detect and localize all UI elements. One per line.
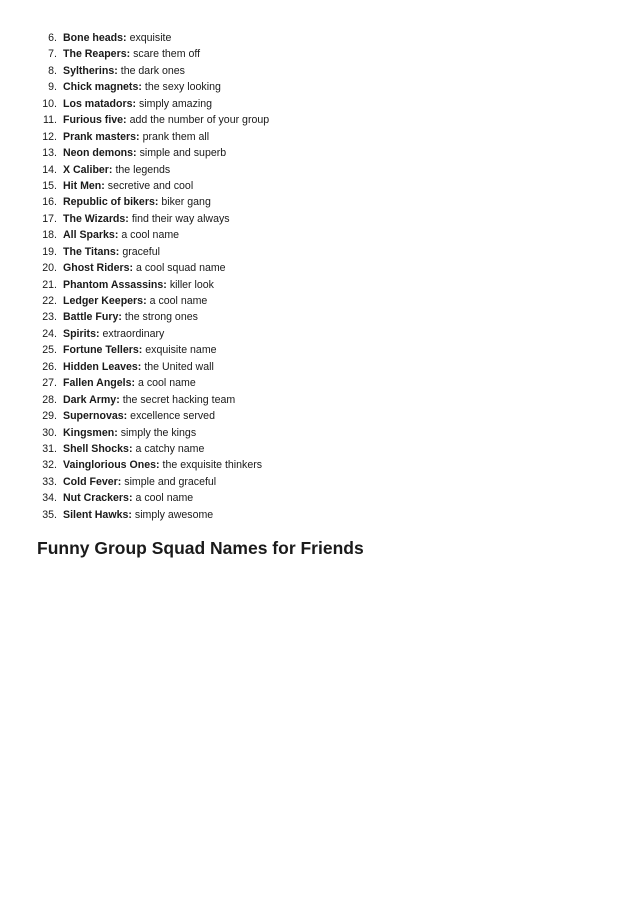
list-item-number: 25. <box>42 344 57 357</box>
list-item-number: 13. <box>42 147 57 160</box>
squad-description: exquisite <box>129 32 172 44</box>
list-item <box>0 129 269 145</box>
list-item <box>0 277 269 293</box>
squad-name: Kingsmen: <box>63 426 118 439</box>
list-item-number: 35. <box>42 508 57 521</box>
squad-name: Hidden Leaves: <box>63 360 142 373</box>
squad-description: the legends <box>115 163 171 176</box>
squad-name: Furious five: <box>63 114 127 127</box>
list-item <box>0 507 269 523</box>
squad-name: Shell Shocks: <box>63 442 133 455</box>
squad-name: Fortune Tellers: <box>63 344 143 357</box>
squad-description: the secret hacking team <box>122 393 236 406</box>
squad-description: extraordinary <box>102 327 165 340</box>
list-item-number: 30. <box>42 426 57 439</box>
squad-description: add the number of your group <box>129 114 270 127</box>
squad-description: prank them all <box>142 130 210 143</box>
squad-description: exquisite name <box>145 344 217 357</box>
squad-name: Syltherins: <box>63 64 118 77</box>
squad-description: excellence served <box>130 410 215 423</box>
squad-description: a cool name <box>138 377 196 390</box>
squad-description: the dark ones <box>120 64 185 77</box>
squad-description: a catchy name <box>135 442 205 455</box>
list-item <box>0 79 269 95</box>
squad-description: the United wall <box>144 360 214 373</box>
squad-name: Republic of bikers: <box>63 196 159 209</box>
list-item-number: 21. <box>42 278 57 291</box>
list-item <box>0 359 269 375</box>
squad-name: Battle Fury: <box>63 311 122 324</box>
list-item-number: 14. <box>42 163 57 176</box>
list-item-number: 26. <box>42 360 57 373</box>
squad-description: a cool name <box>135 492 194 505</box>
squad-description: simple and superb <box>139 147 227 160</box>
squad-name: Phantom Assassins: <box>63 278 167 291</box>
squad-name: Dark Army: <box>63 393 120 406</box>
squad-name: Prank masters: <box>63 130 140 143</box>
squad-description: the sexy looking <box>144 81 221 94</box>
squad-name: Nut Crackers: <box>63 492 133 505</box>
list-item-number: 16. <box>42 196 57 209</box>
list-item-number: 10. <box>42 97 57 110</box>
squad-description: simply amazing <box>139 97 213 110</box>
list-item <box>0 342 269 358</box>
list-item <box>0 46 269 62</box>
list-item-number: 8. <box>48 64 57 77</box>
squad-name: X Caliber: <box>63 163 113 176</box>
list-item <box>0 474 269 490</box>
squad-name: Chick magnets: <box>63 81 142 94</box>
squad-name: Los matadors: <box>63 97 136 110</box>
section-heading: Funny Group Squad Names for Friends <box>37 538 364 558</box>
squad-description: a cool name <box>121 229 180 242</box>
list-item-number: 24. <box>42 327 57 340</box>
list-item <box>0 260 269 276</box>
squad-name: Bone heads: <box>63 32 127 44</box>
list-item-number: 17. <box>42 212 57 225</box>
list-item <box>0 112 269 128</box>
list-item <box>0 425 269 441</box>
squad-description: simply awesome <box>134 508 214 521</box>
squad-description: a cool name <box>149 295 208 307</box>
list-item <box>0 244 269 260</box>
list-item <box>0 457 269 473</box>
squad-name: Vainglorious Ones: <box>63 459 160 472</box>
list-item <box>0 63 269 79</box>
list-item-number: 9. <box>48 81 57 94</box>
list-item <box>0 162 269 178</box>
squad-name: Hit Men: <box>63 179 105 192</box>
list-item <box>0 408 269 424</box>
list-item-number: 7. <box>48 48 57 61</box>
squad-name: The Titans: <box>63 245 120 258</box>
list-item-number: 11. <box>43 114 57 127</box>
list-item <box>0 293 269 309</box>
squad-description: simply the kings <box>120 426 197 439</box>
squad-description: secretive and cool <box>107 179 194 192</box>
list-item-number: 22. <box>42 295 57 307</box>
squad-name: The Reapers: <box>63 48 131 61</box>
list-item <box>0 392 269 408</box>
list-item-number: 31. <box>42 442 57 455</box>
squad-name: Silent Hawks: <box>63 508 132 521</box>
list-item <box>0 211 269 227</box>
list-item-number: 33. <box>42 475 57 488</box>
squad-description: the exquisite thinkers <box>162 459 263 472</box>
squad-name: Ledger Keepers: <box>63 295 147 307</box>
squad-name: Supernovas: <box>63 410 128 423</box>
list-item-number: 29. <box>42 410 57 423</box>
squad-name: Cold Fever: <box>63 475 122 488</box>
list-item-number: 34. <box>42 492 57 505</box>
list-item <box>0 441 269 457</box>
list-item-number: 23. <box>42 311 57 324</box>
list-item-number: 20. <box>42 262 57 275</box>
list-item-number: 12. <box>42 130 57 143</box>
list-item-number: 15. <box>42 179 57 192</box>
squad-name: Fallen Angels: <box>63 377 136 390</box>
list-item-number: 19. <box>42 245 57 258</box>
squad-description: a cool squad name <box>136 262 226 275</box>
list-item-number: 32. <box>42 459 57 472</box>
squad-description: the strong ones <box>124 311 198 324</box>
list-item <box>0 309 269 325</box>
squad-description: killer look <box>169 278 214 291</box>
list-item <box>0 375 269 391</box>
list-item <box>0 145 269 161</box>
squad-name: All Sparks: <box>63 229 119 242</box>
squad-name: Ghost Riders: <box>63 262 134 275</box>
list-item-number: 28. <box>42 393 57 406</box>
squad-description: find their way always <box>131 212 230 225</box>
squad-description: simple and graceful <box>124 475 217 488</box>
squad-description: scare them off <box>133 48 201 61</box>
list-item <box>0 178 269 194</box>
list-item <box>0 194 269 210</box>
squad-name: Spirits: <box>63 327 100 340</box>
squad-name: The Wizards: <box>63 212 129 225</box>
list-item-number: 6. <box>48 32 57 44</box>
squad-name: Neon demons: <box>63 147 137 160</box>
list-item-number: 18. <box>42 229 57 242</box>
squad-description: graceful <box>122 245 161 258</box>
list-item <box>0 490 269 506</box>
list-item-number: 27. <box>42 377 57 390</box>
list-item <box>0 96 269 112</box>
list-item <box>0 227 269 243</box>
list-item <box>0 326 269 342</box>
squad-description: biker gang <box>161 196 211 209</box>
squad-name-list <box>0 30 269 523</box>
list-item <box>0 30 269 46</box>
